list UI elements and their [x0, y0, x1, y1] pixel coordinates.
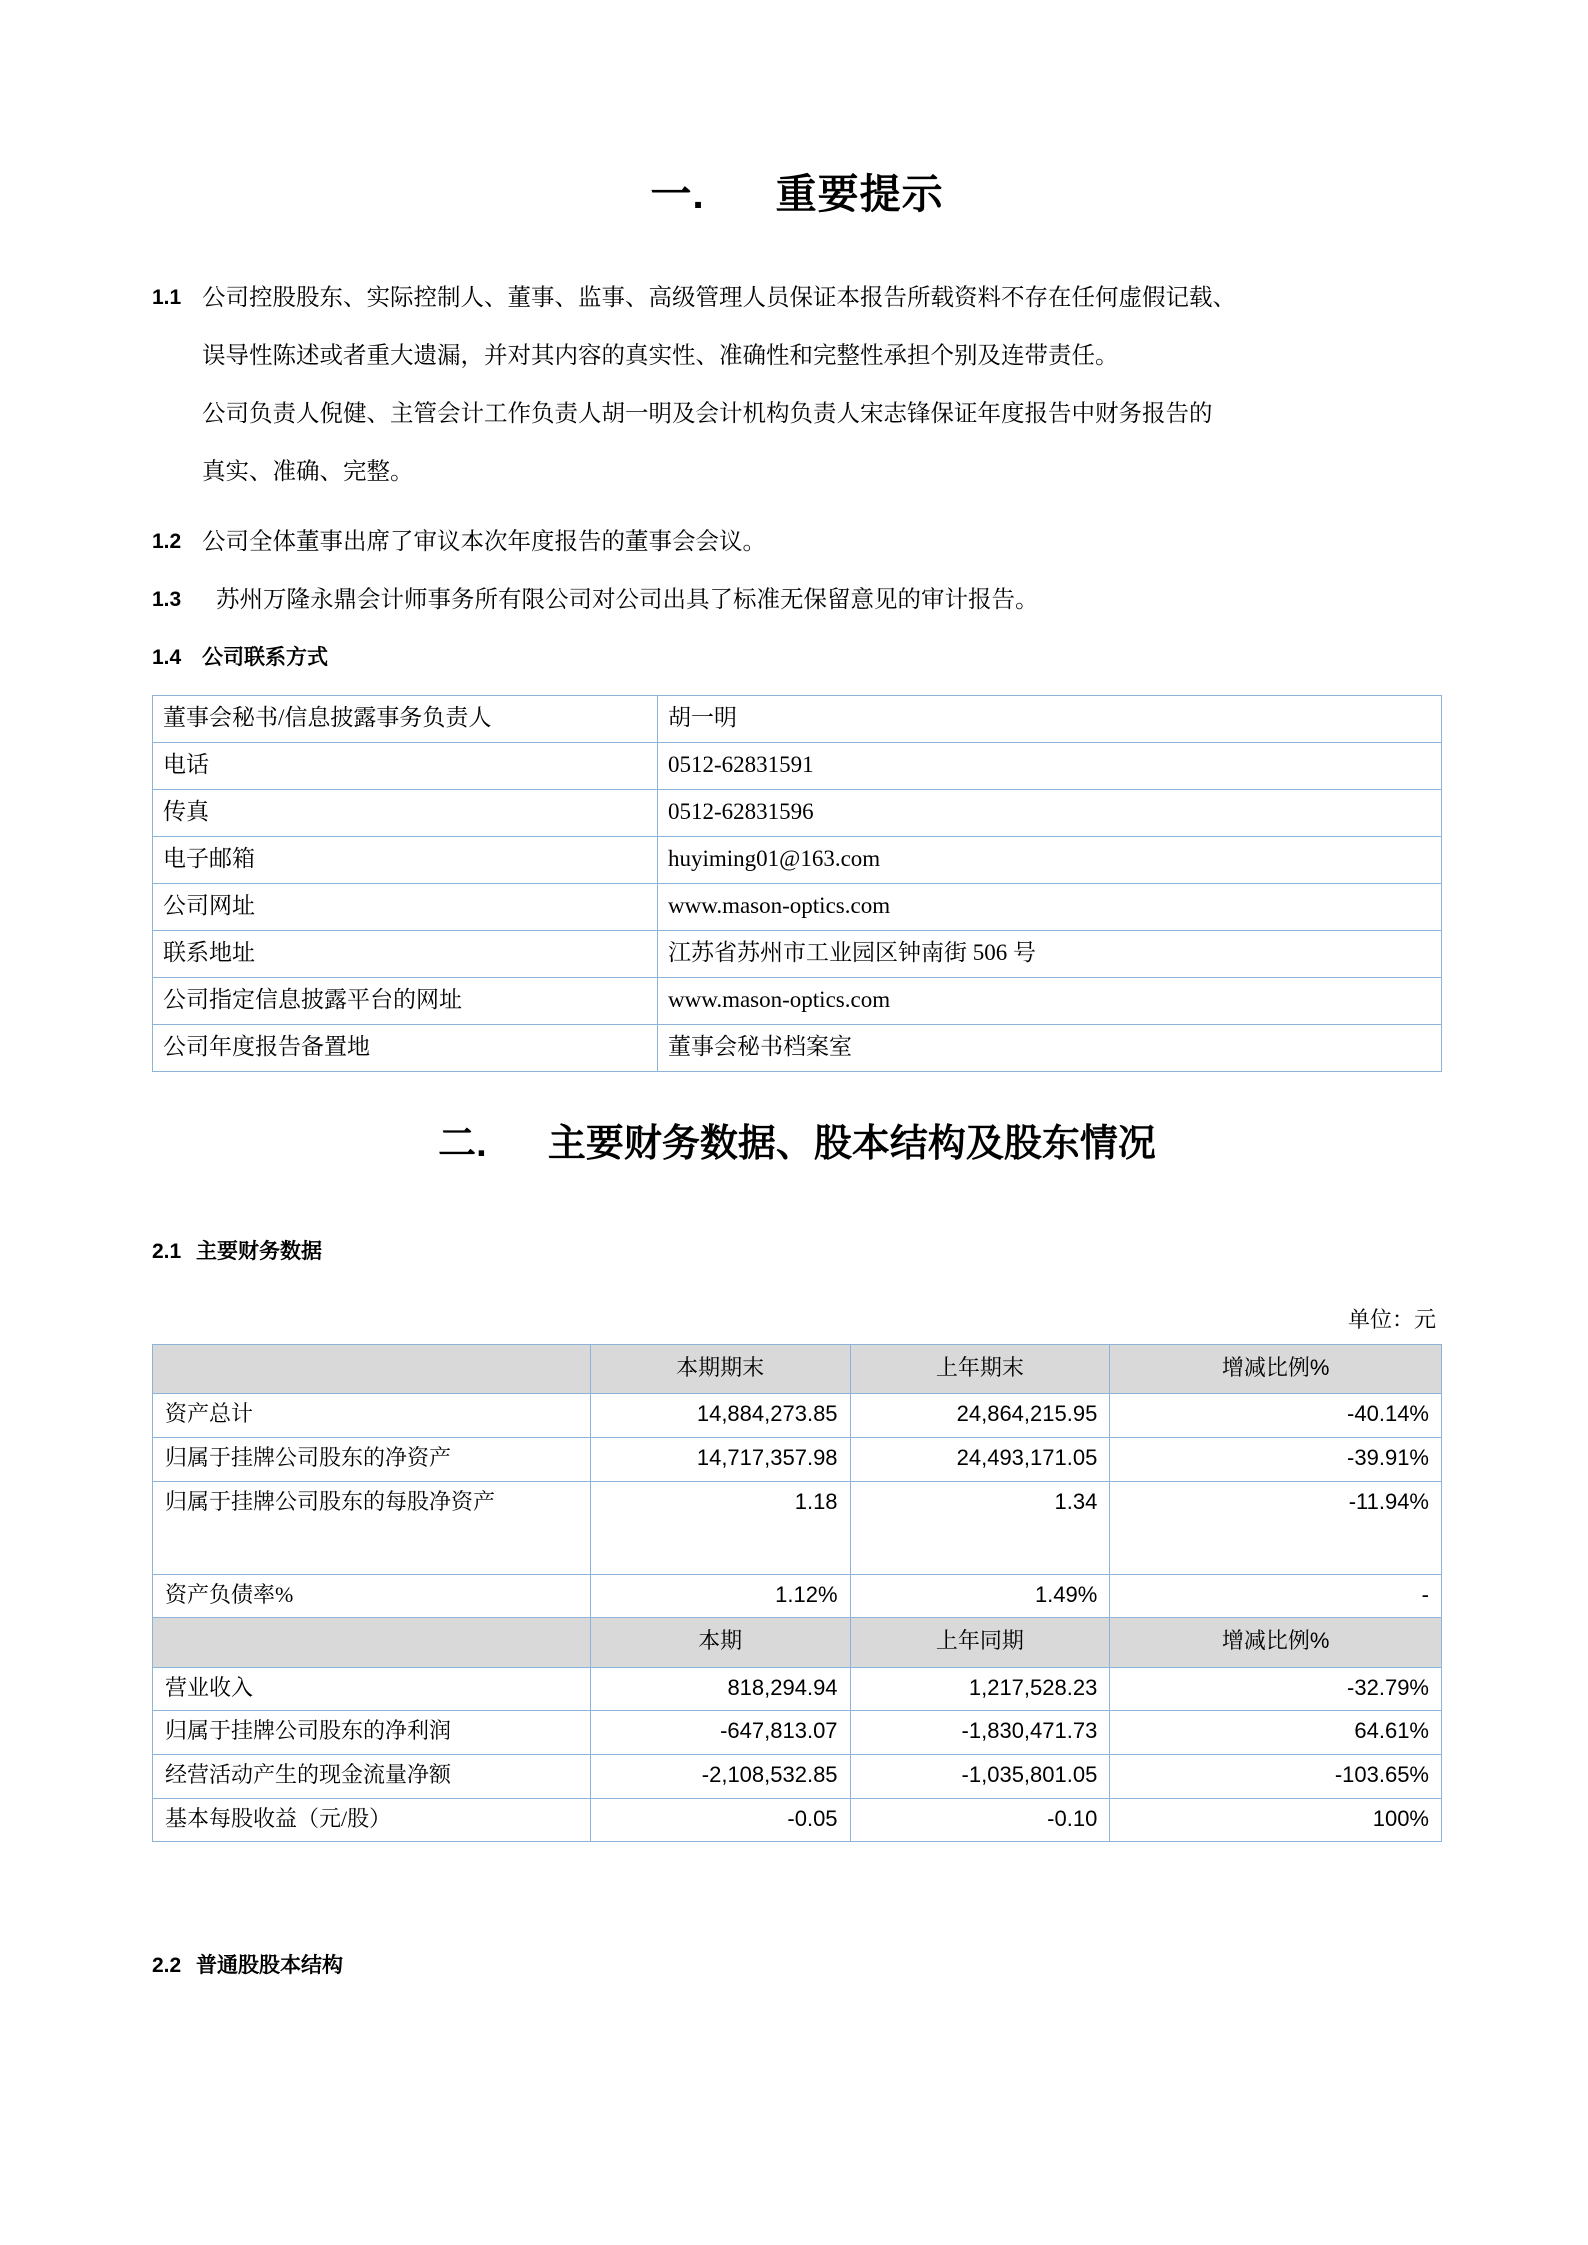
section-1-title-text: 重要提示 — [775, 171, 944, 217]
fin-row-current: 1.12% — [590, 1574, 850, 1618]
fin-row-change: -11.94% — [1110, 1481, 1442, 1574]
fin-header-current-period-end: 本期期末 — [590, 1344, 850, 1394]
contact-row-key: 董事会秘书/信息披露事务负责人 — [153, 696, 658, 743]
fin-row-label: 归属于挂牌公司股东的净利润 — [153, 1711, 591, 1755]
table-row — [153, 884, 1442, 931]
fin-row-current: -647,813.07 — [590, 1711, 850, 1755]
heading-1-4 — [152, 629, 1442, 687]
fin-row-label: 归属于挂牌公司股东的每股净资产 — [153, 1481, 591, 1574]
table-row — [153, 743, 1442, 790]
fin-row-change: -40.14% — [1110, 1394, 1442, 1438]
fin-row-label: 资产总计 — [153, 1394, 591, 1438]
contact-row-key: 公司指定信息披露平台的网址 — [153, 978, 658, 1025]
contact-row-key: 公司网址 — [153, 884, 658, 931]
table-row — [153, 837, 1442, 884]
fin-header-change-ratio: 增减比例% — [1110, 1344, 1442, 1394]
fin-table-body — [153, 1344, 1442, 1841]
fin-row-change: 64.61% — [1110, 1711, 1442, 1755]
paragraph-1-1-line-2: 误导性陈述或者重大遗漏，并对其内容的真实性、准确性和完整性承担个别及连带责任。 — [202, 343, 1119, 370]
contact-row-value: 董事会秘书档案室 — [658, 1025, 1442, 1072]
contact-row-value: www.mason-optics.com — [658, 884, 1442, 931]
fin-table-header-balance — [153, 1344, 1442, 1394]
fin-row-current: -0.05 — [590, 1798, 850, 1842]
heading-2-1-number: 2.1 — [152, 1239, 182, 1263]
gap-before-section-2 — [152, 1072, 1442, 1122]
fin-row-current: 14,884,273.85 — [590, 1394, 850, 1438]
gap-before-fin-table — [152, 1336, 1442, 1344]
fin-table-header-income — [153, 1618, 1442, 1668]
table-row — [153, 1574, 1442, 1618]
gap-after-section-2-title — [152, 1168, 1442, 1238]
paragraph-1-1 — [152, 269, 1442, 327]
heading-2-1 — [152, 1238, 1442, 1265]
unit-note: 单位：元 — [1347, 1307, 1436, 1333]
fin-row-previous: -1,035,801.05 — [850, 1755, 1110, 1799]
paragraph-1-1-number: 1.1 — [152, 286, 182, 310]
fin-row-change: 100% — [1110, 1798, 1442, 1842]
paragraph-1-2-text: 公司全体董事出席了审议本次年度报告的董事会会议。 — [202, 529, 766, 556]
section-2-title-text: 主要财务数据、股本结构及股东情况 — [547, 1123, 1156, 1166]
fin-row-label: 营业收入 — [153, 1667, 591, 1711]
contact-row-value: 江苏省苏州市工业园区钟南街 506 号 — [658, 931, 1442, 978]
fin-row-current: 1.18 — [590, 1481, 850, 1574]
fin-row-previous: 1,217,528.23 — [850, 1667, 1110, 1711]
gap-after-2-1 — [152, 1265, 1442, 1305]
fin-row-current: 14,717,357.98 — [590, 1438, 850, 1482]
paragraph-1-3 — [152, 571, 1442, 629]
table-row — [153, 696, 1442, 743]
main-financial-data-table — [152, 1344, 1442, 1842]
table-row — [153, 1711, 1442, 1755]
paragraph-1-1-line-1: 公司控股股东、实际控制人、董事、监事、高级管理人员保证本报告所载资料不存在任何虚假记载、 — [202, 285, 1236, 312]
table-row — [153, 1394, 1442, 1438]
table-row — [153, 1798, 1442, 1842]
contact-row-key: 电子邮箱 — [153, 837, 658, 884]
paragraph-1-2-number: 1.2 — [152, 530, 182, 554]
top-spacer — [152, 0, 1442, 170]
heading-2-2-text: 普通股股本结构 — [196, 1954, 343, 1978]
table-row — [153, 1025, 1442, 1072]
fin-header-current-period: 本期 — [590, 1618, 850, 1668]
fin-row-current: 818,294.94 — [590, 1667, 850, 1711]
fin-row-label: 经营活动产生的现金流量净额 — [153, 1755, 591, 1799]
heading-2-2-number: 2.2 — [152, 1954, 182, 1978]
fin-row-label: 归属于挂牌公司股东的净资产 — [153, 1438, 591, 1482]
contact-information-table — [152, 695, 1442, 1072]
fin-row-previous: 1.49% — [850, 1574, 1110, 1618]
fin-header-previous-period-end: 上年期末 — [850, 1344, 1110, 1394]
fin-row-previous: -1,830,471.73 — [850, 1711, 1110, 1755]
contact-row-value: 胡一明 — [658, 696, 1442, 743]
section-1-title — [152, 170, 1442, 219]
table-row — [153, 1667, 1442, 1711]
paragraph-1-2 — [152, 513, 1442, 571]
contact-row-value: 0512-62831591 — [658, 743, 1442, 790]
paragraph-1-1-line-4: 真实、准确、完整。 — [202, 459, 414, 486]
contact-row-value: www.mason-optics.com — [658, 978, 1442, 1025]
fin-row-previous: 24,493,171.05 — [850, 1438, 1110, 1482]
table-row — [153, 1438, 1442, 1482]
contact-row-key: 联系地址 — [153, 931, 658, 978]
table-row — [153, 931, 1442, 978]
contact-table-body — [153, 696, 1442, 1072]
fin-row-change: -39.91% — [1110, 1438, 1442, 1482]
contact-row-value: 0512-62831596 — [658, 790, 1442, 837]
table-row — [153, 790, 1442, 837]
section-2-title — [152, 1122, 1442, 1168]
fin-row-previous: 24,864,215.95 — [850, 1394, 1110, 1438]
page-content — [152, 0, 1442, 1980]
table-row — [153, 978, 1442, 1025]
table-row — [153, 1481, 1442, 1574]
after-title-spacer — [152, 219, 1442, 269]
contact-row-key: 传真 — [153, 790, 658, 837]
section-1-number: 一. — [650, 171, 705, 217]
fin-row-label: 基本每股收益（元/股） — [153, 1798, 591, 1842]
contact-row-key: 电话 — [153, 743, 658, 790]
gap-after-1-1 — [152, 501, 1442, 513]
heading-2-2 — [152, 1952, 1442, 1979]
fin-header-blank — [153, 1344, 591, 1394]
gap-before-contact-table — [152, 687, 1442, 695]
fin-row-label: 资产负债率% — [153, 1574, 591, 1618]
heading-2-1-text: 主要财务数据 — [196, 1239, 322, 1263]
fin-row-previous: 1.34 — [850, 1481, 1110, 1574]
paragraph-1-3-number: 1.3 — [152, 588, 182, 612]
fin-header-previous-period: 上年同期 — [850, 1618, 1110, 1668]
gap-before-2-2 — [152, 1842, 1442, 1952]
paragraph-1-3-text: 苏州万隆永鼎会计师事务所有限公司对公司出具了标准无保留意见的审计报告。 — [216, 587, 1039, 614]
paragraph-1-1-line-3: 公司负责人倪健、主管会计工作负责人胡一明及会计机构负责人宋志锋保证年度报告中财务报告的 — [202, 401, 1213, 428]
fin-row-change: - — [1110, 1574, 1442, 1618]
fin-header-blank — [153, 1618, 591, 1668]
fin-header-change-ratio: 增减比例% — [1110, 1618, 1442, 1668]
section-2-number: 二. — [438, 1123, 487, 1166]
contact-row-key: 公司年度报告备置地 — [153, 1025, 658, 1072]
heading-1-4-number: 1.4 — [152, 646, 182, 670]
heading-1-4-text: 公司联系方式 — [202, 646, 328, 670]
table-row — [153, 1755, 1442, 1799]
fin-row-change: -32.79% — [1110, 1667, 1442, 1711]
fin-row-previous: -0.10 — [850, 1798, 1110, 1842]
contact-row-value: huyiming01@163.com — [658, 837, 1442, 884]
fin-row-current: -2,108,532.85 — [590, 1755, 850, 1799]
fin-row-change: -103.65% — [1110, 1755, 1442, 1799]
